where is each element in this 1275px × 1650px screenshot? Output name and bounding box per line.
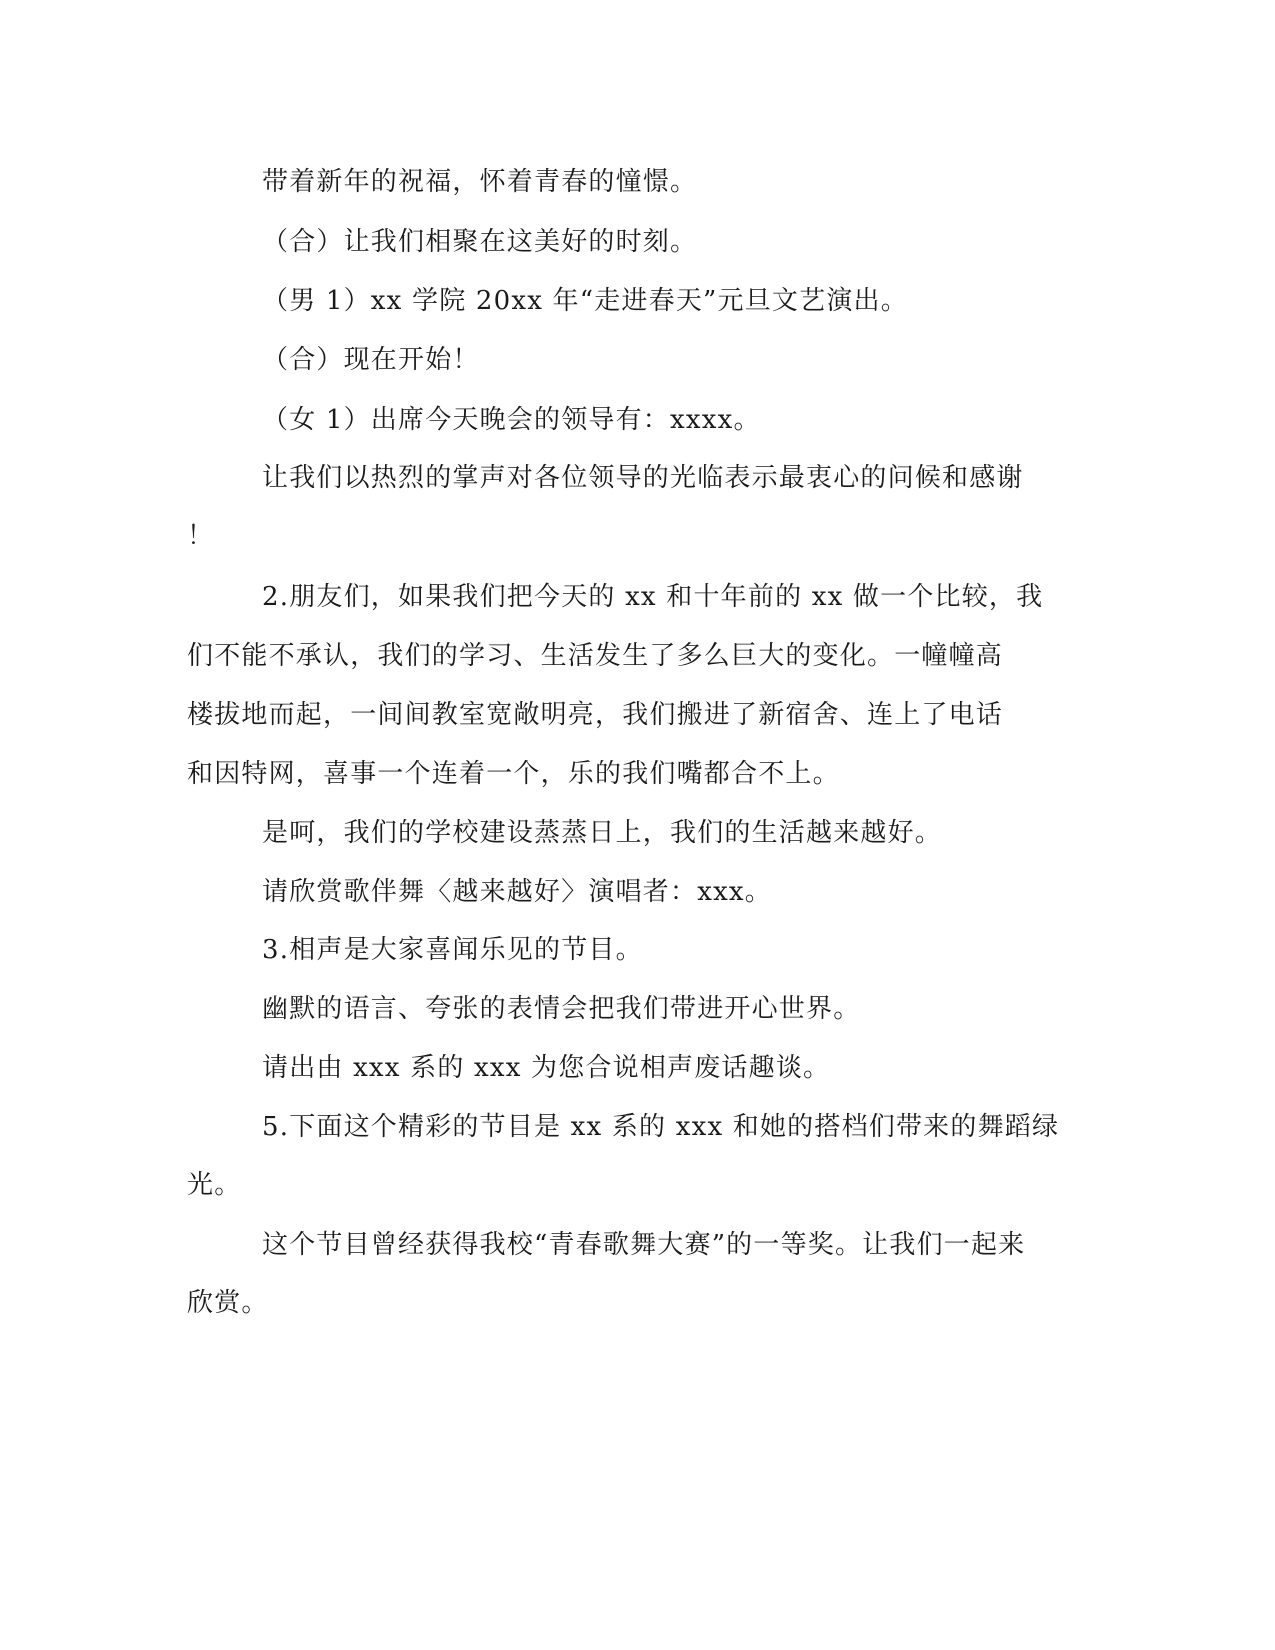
- text-line: 5.下面这个精彩的节目是 xx 系的 xxx 和她的搭档们带来的舞蹈绿: [262, 1112, 1060, 1142]
- text-line: 是呵，我们的学校建设蒸蒸日上，我们的生活越来越好。: [262, 818, 943, 848]
- text-line: 这个节目曾经获得我校“青春歌舞大赛”的一等奖。让我们一起来: [262, 1230, 1026, 1260]
- text-line: 2.朋友们，如果我们把今天的 xx 和十年前的 xx 做一个比较，我: [262, 582, 1044, 612]
- text-line: （合）现在开始！: [262, 345, 480, 375]
- text-line: ！: [187, 521, 215, 551]
- text-line: 楼拔地而起，一间间教室宽敞明亮，我们搬进了新宿舍、连上了电话: [187, 700, 1004, 730]
- text-line: 请出由 xxx 系的 xxx 为您合说相声废话趣谈。: [262, 1053, 831, 1083]
- text-line: （女 1）出席今天晚会的领导有：xxxx。: [262, 405, 761, 435]
- text-line: 3.相声是大家喜闻乐见的节目。: [262, 935, 643, 965]
- text-line: 光。: [187, 1170, 242, 1200]
- text-line: 们不能不承认，我们的学习、生活发生了多么巨大的变化。一幢幢高: [187, 641, 1004, 671]
- text-line: 欣赏。: [187, 1288, 269, 1318]
- text-line: 带着新年的祝福，怀着青春的憧憬。: [262, 167, 698, 197]
- text-line: （合）让我们相聚在这美好的时刻。: [262, 227, 698, 257]
- text-line: （男 1）xx 学院 20xx 年“走进春天”元旦文艺演出。: [262, 286, 908, 316]
- text-line: 幽默的语言、夸张的表情会把我们带进开心世界。: [262, 994, 861, 1024]
- text-line: 和因特网，喜事一个连着一个，乐的我们嘴都合不上。: [187, 759, 840, 789]
- text-line: 请欣赏歌伴舞〈越来越好〉演唱者：xxx。: [262, 877, 772, 907]
- text-line: 让我们以热烈的掌声对各位领导的光临表示最衷心的问候和感谢: [262, 463, 1024, 493]
